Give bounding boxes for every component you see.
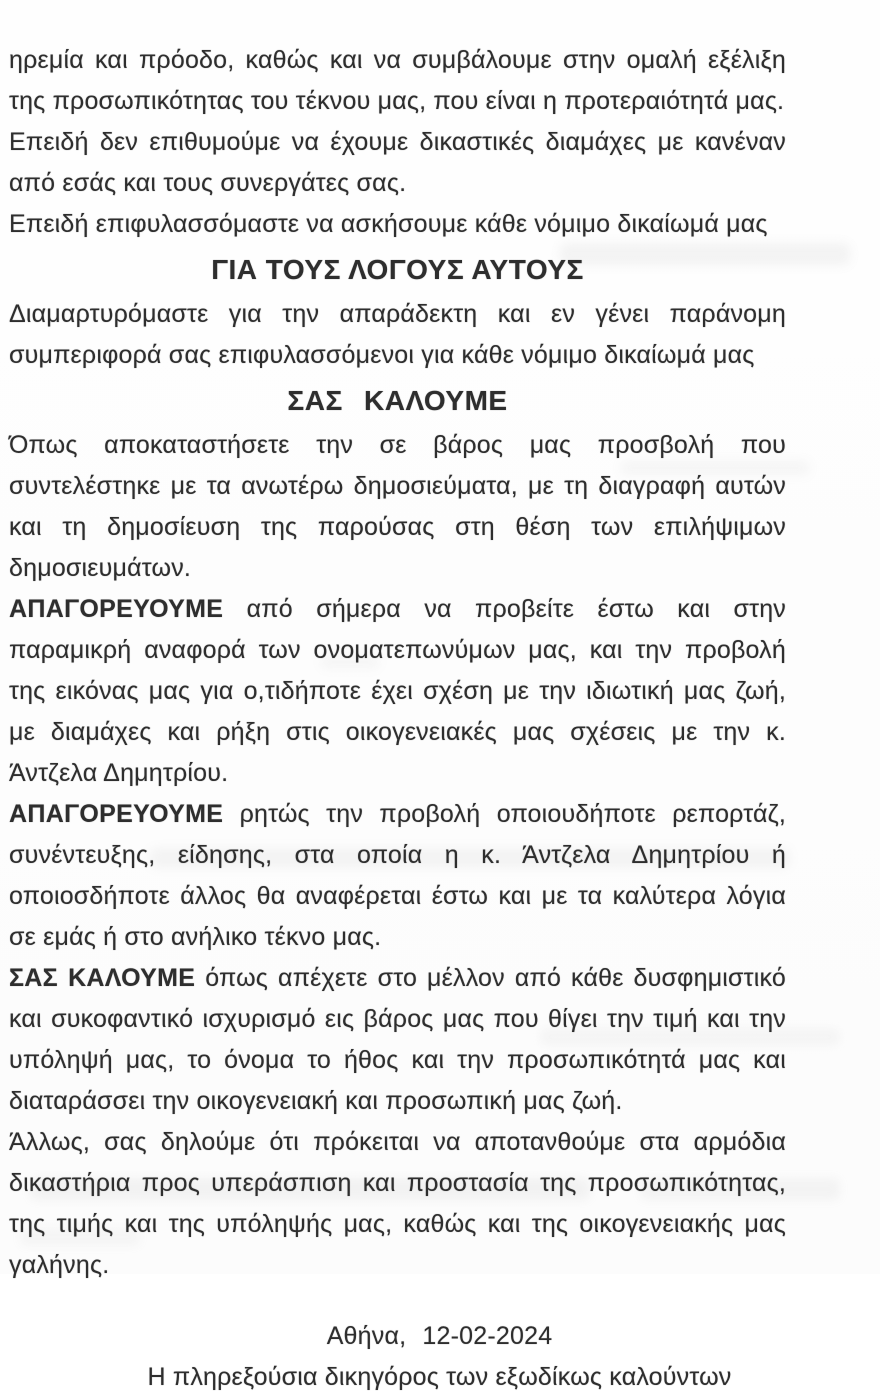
paragraph-continuation: ηρεμία και πρόοδο, καθώς και να συμβάλουμε στην ομαλή εξέλιξη της προσωπικότητας του τέκνου μας, που είναι η προτεραιότητά μας. (9, 46, 786, 115)
paragraph-forbid-2 (9, 794, 786, 958)
document-footer (51, 1316, 828, 1398)
paragraph-otherwise: Άλλως, σας δηλούμε ότι πρόκειται να αποτανθούμε στα αρμόδια δικαστήρια προς υπεράσπιση και προστασία της προσωπικότητας, της τιμής και της υπόληψής μας, καθώς και της οικογενειακής μας γαλήνης. (9, 1128, 786, 1279)
paragraph-epeidi-1: Επειδή δεν επιθυμούμε να έχουμε δικαστικές διαμάχες με κανέναν από εσάς και τους συνεργάτες σας. (9, 128, 786, 197)
paragraph-restore: Όπως αποκαταστήσετε την σε βάρος μας προσβολή που συντελέστηκε με τα ανωτέρω δημοσιεύματα, με τη διαγραφή αυτών και τη δημοσίευση της παρούσας στη θέση των επιλήψιμων δημοσιευμάτων. (9, 431, 786, 582)
paragraph-epeidi-2: Επειδή επιφυλασσόμαστε να ασκήσουμε κάθε νόμιμο δικαίωμά μας (9, 210, 768, 238)
document-body (9, 40, 786, 1398)
paragraph-forbid-1 (9, 589, 786, 794)
paragraph-lead-bold: ΑΠΑΓΟΡΕΥΟΥΜΕ (9, 800, 224, 828)
paragraph-text: όπως απέχετε στο μέλλον από κάθε δυσφημιστικό και συκοφαντικό ισχυρισμό εις βάρος μας που θίγει την τιμή και την υπόληψή μας, το όνομα το ήθος και την προσωπικότητά μας και διαταράσσει την οικογενειακή και προσωπική μας ζωή. (9, 964, 787, 1115)
place-date-line: Αθήνα, 12-02-2024 (326, 1322, 553, 1350)
paragraph-protest: Διαμαρτυρόμαστε για την απαράδεκτη και εν γένει παράνομη συμπεριφορά σας επιφυλασσόμενοι για κάθε νόμιμο δικαίωμά μας (9, 300, 786, 369)
paragraph-text: από σήμερα να προβείτε έστω και στην παραμικρή αναφορά των ονοματεπωνύμων μας, και την προβολή της εικόνας μας για ο,τιδήποτε έχει σχέση με την ιδιωτική μας ζωή, με διαμάχες και ρήξη στις οικογενειακές μας σχέσεις με την κ. Άντζελα Δημητρίου. (9, 595, 786, 787)
paragraph-call-abstain (9, 958, 786, 1122)
signatory-line: Η πληρεξούσια δικηγόρος των εξωδίκως καλούντων (147, 1363, 732, 1391)
paragraph-lead-bold: ΑΠΑΓΟΡΕΥΟΥΜΕ (9, 595, 224, 623)
section-heading-for-these-reasons: ΓΙΑ ΤΟΥΣ ΛΟΓΟΥΣ ΑΥΤΟΥΣ (211, 254, 584, 285)
section-heading-we-call-you: ΣΑΣ ΚΑΛΟΥΜΕ (287, 385, 508, 416)
paragraph-lead-bold: ΣΑΣ ΚΑΛΟΥΜΕ (9, 964, 196, 992)
paragraph-text: ρητώς την προβολή οποιουδήποτε ρεπορτάζ, συνέντευξης, είδησης, στα οποία η κ. Άντζελα Δημητρίου ή οποιοσδήποτε άλλος θα αναφέρεται έστω και με τα καλύτερα λόγια σε εμάς ή στο ανήλικο τέκνο μας. (9, 800, 786, 951)
